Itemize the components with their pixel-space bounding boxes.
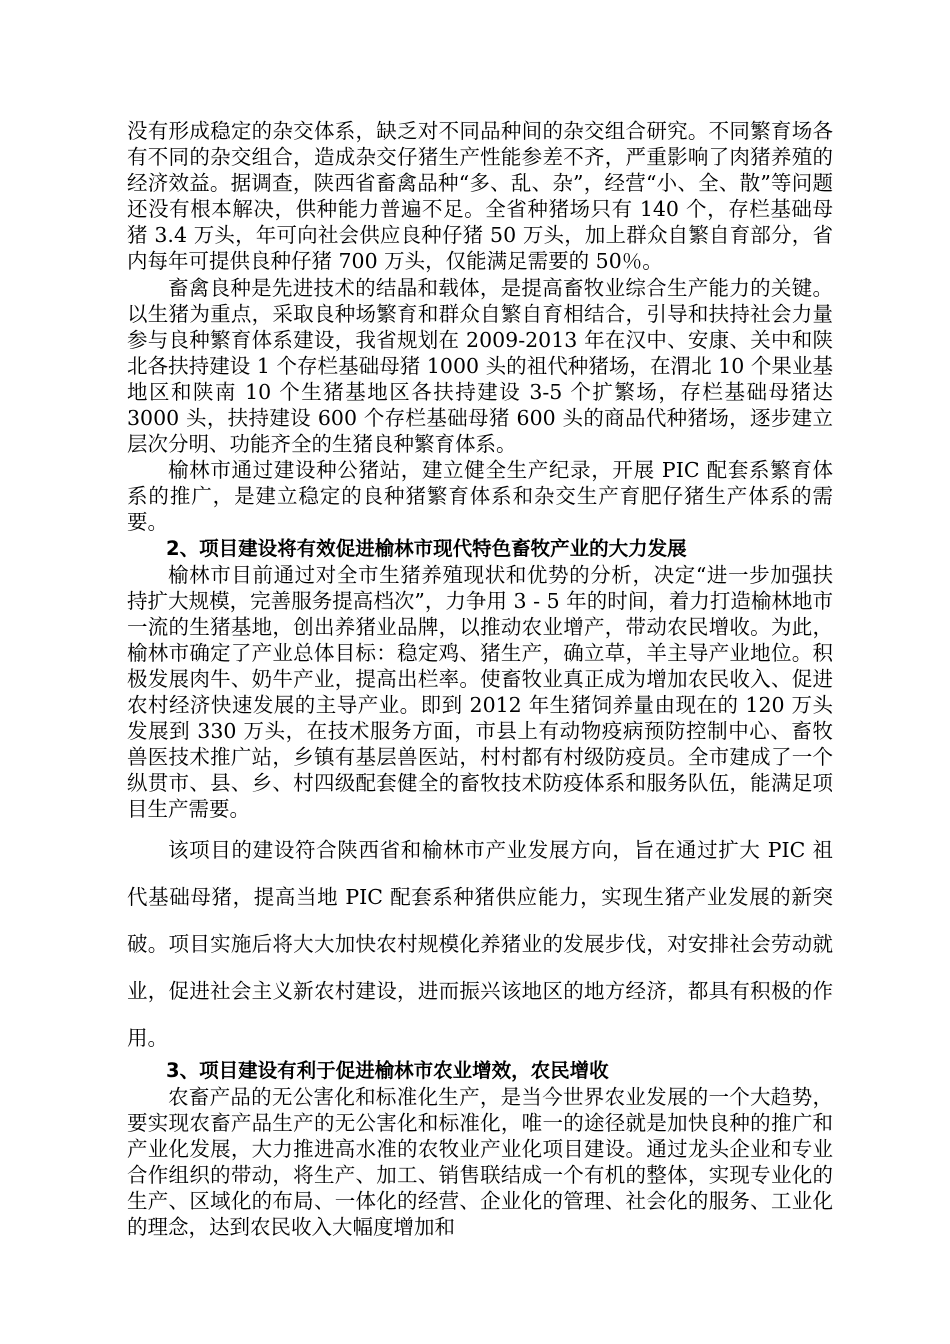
paragraph-project-direction: 该项目的建设符合陕西省和榆林市产业发展方向，旨在通过扩大 PIC 祖代基础母猪，提高当地 PIC 配套系种猪供应能力，实现生猪产业发展的新突破。项目实施后将大大加快农村规模化养猪业的发展步伐，对安排社会劳动就业，促进社会主义新农村建设，进而振兴该地区的地方经济，都具有积极的作用。 (127, 837, 833, 1050)
paragraph-yulin-goals: 榆林市目前通过对全市生猪养殖现状和优势的分析，决定“进一步加强扶持扩大规模，完善服务提高档次”，力争用 3 - 5 年的时间，着力打造榆林地市一流的生猪基地，创出养猪业品牌，以推动农业增产，带动农民增收。为此，榆林市确定了产业总体目标：稳定鸡、猪生产，确立草，羊主导产业地位。积极发展肉牛、奶牛产业，提高出栏率。使畜牧业真正成为增加农民收入、促进农村经济快速发展的主导产业。即到 2012 年生猪饲养量由现在的 120 万头发展到 330 万头，在技术服务方面，市县上有动物疫病预防控制中心、畜牧兽医技术推广站，乡镇有基层兽医站，村村都有村级防疫员。全市建成了一个纵贯市、县、乡、村四级配套健全的畜牧技术防疫体系和服务队伍，能满足项目生产需要。 (127, 562, 833, 822)
paragraph-standardized-production: 农畜产品的无公害化和标准化生产，是当今世界农业发展的一个大趋势，要实现农畜产品生产的无公害化和标准化，唯一的途径就是加快良种的推广和产业化发展，大力推进高水准的农牧业产业化项目建设。通过龙头企业和专业合作组织的带动，将生产、加工、销售联结成一个有机的整体，实现专业化的生产、区域化的布局、一体化的经营、企业化的管理、社会化的服务、工业化的理念，达到农民收入大幅度增加和 (127, 1084, 833, 1240)
section-heading-3: 3、项目建设有利于促进榆林市农业增效，农民增收 (166, 1058, 609, 1082)
paragraph-improved-breeds: 畜禽良种是先进技术的结晶和载体，是提高畜牧业综合生产能力的关键。以生猪为重点，采取良种场繁育和群众自繁自育相结合，引导和扶持社会力量参与良种繁育体系建设，我省规划在 2009-2013 年在汉中、安康、关中和陕北各扶持建设 1 个存栏基础母猪 1000 头的祖代种猪场，在渭北 10 个果业基地区和陕南 10 个生猪基地区各扶持建设 3-5 个扩繁场，存栏基础母猪达 3000 头，扶持建设 600 个存栏基础母猪 600 头的商品代种猪场，逐步建立层次分明、功能齐全的生猪良种繁育体系。 (127, 275, 833, 457)
paragraph-boar-station: 榆林市通过建设种公猪站，建立健全生产纪录，开展 PIC 配套系繁育体系的推广，是建立稳定的良种猪繁育体系和杂交生产育肥仔猪生产体系的需要。 (127, 458, 833, 535)
paragraph-breeding-system: 没有形成稳定的杂交体系，缺乏对不同品种间的杂交组合研究。不同繁育场各有不同的杂交组合，造成杂交仔猪生产性能参差不齐，严重影响了肉猪养殖的经济效益。据调查，陕西省畜禽品种“多、乱、杂”，经营“小、全、散”等问题还没有根本解决，供种能力普遍不足。全省种猪场只有 140 个，存栏基础母猪 3.4 万头，年可向社会供应良种仔猪 50 万头，加上群众自繁自育部分，省内每年可提供良种仔猪 700 万头，仅能满足需要的 50％。 (127, 119, 833, 274)
document-page (127, 118, 833, 1240)
section-heading-2: 2、项目建设将有效促进榆林市现代特色畜牧产业的大力发展 (166, 536, 687, 560)
